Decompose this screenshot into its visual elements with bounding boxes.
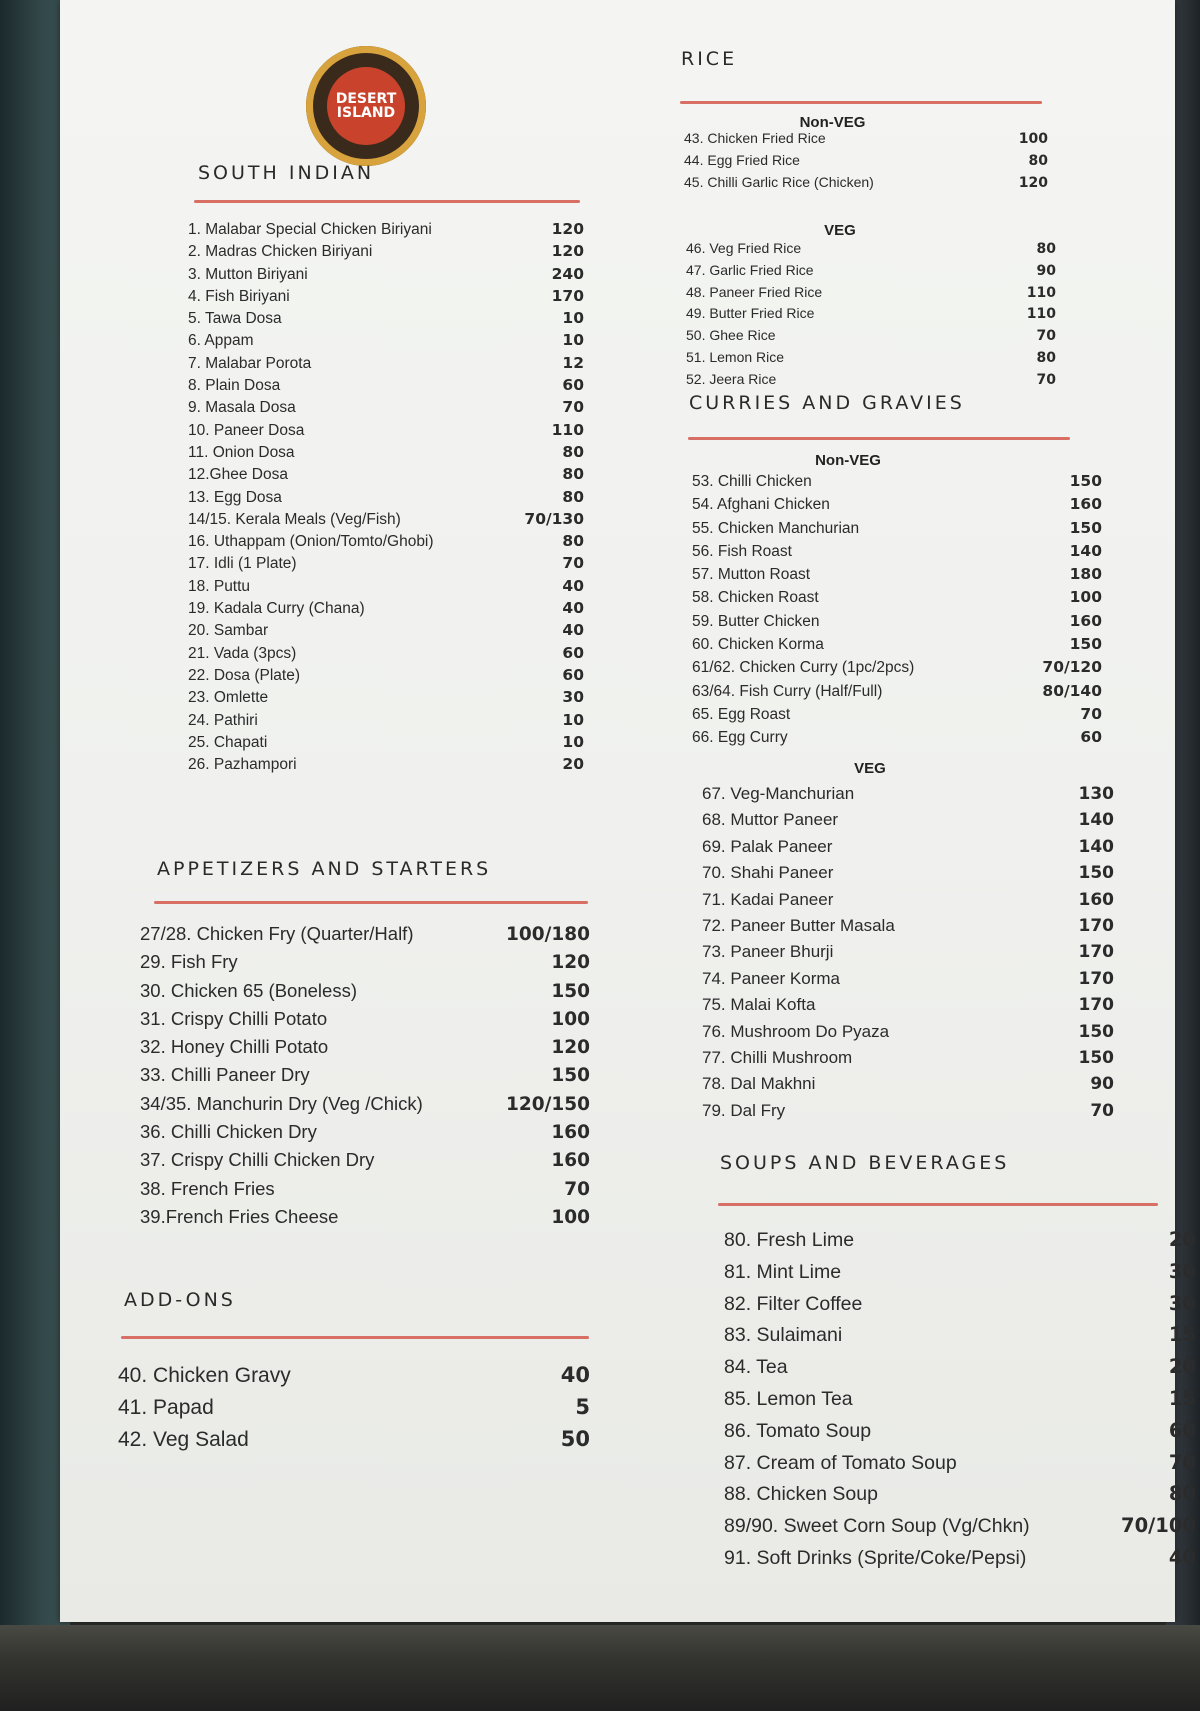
menu-item-name: 31. Crispy Chilli Potato	[140, 1007, 328, 1029]
menu-item-name: 1. Malabar Special Chicken Biriyani	[188, 221, 432, 238]
menu-item-name: 11. Onion Dosa	[188, 443, 295, 461]
menu-item	[188, 666, 584, 688]
menu-item-price: 110	[551, 420, 584, 439]
menu-item-name: 80. Fresh Lime	[724, 1229, 855, 1251]
menu-item-price: 100	[551, 1206, 590, 1228]
menu-item	[692, 519, 1102, 542]
menu-item-price: 150	[1078, 1021, 1114, 1042]
menu-item-price: 100	[551, 1008, 590, 1030]
menu-item	[702, 942, 1114, 968]
menu-item-price: 70	[562, 554, 584, 573]
menu-item-price: 110	[1026, 284, 1056, 301]
menu-item-price: 170	[1078, 942, 1114, 963]
menu-item-name: 16. Uthappam (Onion/Tomto/Ghobi)	[188, 533, 434, 551]
menu-item	[188, 554, 584, 576]
menu-item-name: 49. Butter Fried Rice	[686, 305, 815, 322]
curries-veg-label: VEG	[854, 760, 886, 777]
south-indian-list	[188, 220, 584, 777]
menu-item	[724, 1419, 1196, 1451]
menu-item	[140, 1036, 590, 1064]
menu-item	[188, 688, 584, 710]
menu-item-price: 30	[562, 688, 584, 707]
menu-item	[686, 349, 1056, 371]
menu-item	[188, 443, 584, 465]
menu-item-name: 9. Masala Dosa	[188, 399, 296, 417]
background-table-bottom	[0, 1625, 1200, 1711]
menu-item-price: 120	[1018, 175, 1048, 191]
rice-veg-list	[686, 240, 1056, 393]
menu-item-price: 110	[1026, 306, 1056, 323]
menu-item-name: 42. Veg Salad	[118, 1428, 249, 1451]
menu-item	[188, 265, 584, 287]
menu-item-price: 12	[562, 353, 584, 372]
menu-item-price: 80/140	[1042, 681, 1102, 700]
menu-item	[188, 621, 584, 643]
menu-item-price: 100/180	[506, 924, 590, 945]
curries-nonveg-label: Non-VEG	[815, 452, 881, 469]
menu-item	[692, 588, 1102, 611]
menu-item-price: 40	[562, 621, 584, 640]
rice-nonveg-label: Non-VEG	[799, 114, 866, 131]
menu-item-name: 73. Paneer Bhurji	[702, 942, 834, 962]
menu-item-price: 10	[562, 331, 584, 350]
menu-item-name: 51. Lemon Rice	[686, 348, 785, 365]
menu-item	[702, 916, 1114, 942]
menu-item-name: 65. Egg Roast	[692, 705, 791, 723]
menu-item	[692, 472, 1102, 495]
menu-item-name: 24. Pathiri	[188, 711, 258, 729]
menu-item	[188, 755, 584, 777]
menu-item	[692, 495, 1102, 518]
menu-item	[686, 284, 1056, 306]
menu-item-price: 160	[551, 1122, 590, 1144]
menu-item	[188, 309, 584, 331]
menu-item-price: 100	[1069, 588, 1102, 607]
menu-item-price: 60	[562, 665, 584, 684]
menu-item-name: 7. Malabar Porota	[188, 354, 312, 372]
menu-item-price: 40	[560, 1363, 590, 1387]
menu-item	[692, 728, 1102, 751]
menu-item	[724, 1514, 1196, 1546]
menu-item-price: 20	[562, 755, 584, 774]
menu-item	[188, 733, 584, 755]
menu-item	[702, 1074, 1114, 1100]
menu-item-name: 75. Malai Kofta	[702, 995, 816, 1015]
menu-item	[118, 1427, 590, 1459]
menu-item-name: 5. Tawa Dosa	[188, 310, 282, 328]
menu-item-name: 47. Garlic Fried Rice	[686, 261, 814, 278]
menu-item-name: 77. Chilli Mushroom	[702, 1047, 853, 1067]
menu-item-price: 70	[1036, 371, 1056, 388]
menu-item-name: 88. Chicken Soup	[724, 1483, 878, 1506]
menu-item	[686, 371, 1056, 393]
section-title-rice: RICE	[681, 48, 738, 70]
menu-item	[188, 532, 584, 554]
menu-item	[188, 354, 584, 376]
logo-badge	[327, 67, 405, 145]
menu-item	[140, 1121, 590, 1149]
menu-item-name: 74. Paneer Korma	[702, 968, 840, 988]
menu-item-price: 90	[1036, 262, 1056, 279]
menu-item-name: 54. Afghani Chicken	[692, 496, 830, 514]
section-title-curries: CURRIES AND GRAVIES	[689, 392, 965, 414]
menu-item	[140, 1093, 590, 1121]
menu-item	[686, 305, 1056, 327]
menu-item	[188, 577, 584, 599]
section-divider	[194, 200, 580, 203]
menu-item	[724, 1451, 1196, 1483]
menu-item-name: 53. Chilli Chicken	[692, 473, 812, 490]
menu-item-price: 100	[1018, 131, 1048, 147]
menu-item-name: 14/15. Kerala Meals (Veg/Fish)	[188, 510, 401, 528]
menu-item	[702, 863, 1114, 889]
menu-item-name: 79. Dal Fry	[702, 1100, 786, 1120]
section-title-add-ons: ADD-ONS	[124, 1289, 236, 1311]
menu-item	[188, 711, 584, 733]
menu-item-name: 23. Omlette	[188, 689, 269, 707]
menu-item-price: 70/100	[1121, 1514, 1196, 1538]
menu-item-name: 43. Chicken Fried Rice	[684, 130, 826, 146]
menu-item-price: 70	[562, 398, 584, 417]
menu-item	[140, 923, 590, 951]
restaurant-logo	[306, 46, 426, 166]
menu-item-price: 60	[562, 643, 584, 662]
menu-item-name: 86. Tomato Soup	[724, 1419, 872, 1442]
menu-item	[702, 1022, 1114, 1048]
menu-item	[692, 565, 1102, 588]
section-divider	[121, 1336, 589, 1339]
section-title-soups: SOUPS AND BEVERAGES	[720, 1152, 1010, 1174]
curries-veg-list	[702, 784, 1114, 1127]
menu-item-name: 29. Fish Fry	[140, 951, 238, 973]
menu-item-name: 10. Paneer Dosa	[188, 421, 305, 439]
menu-item-name: 82. Filter Coffee	[724, 1292, 863, 1315]
menu-item-name: 55. Chicken Manchurian	[692, 519, 860, 537]
menu-item-price: 60	[1168, 1418, 1196, 1442]
menu-item	[188, 398, 584, 420]
menu-item-name: 38. French Fries	[140, 1177, 275, 1199]
menu-item-price: 30	[1168, 1259, 1196, 1283]
appetizers-list	[140, 923, 590, 1234]
menu-item	[702, 890, 1114, 916]
menu-item-name: 44. Egg Fried Rice	[684, 152, 800, 168]
menu-item-name: 71. Kadai Paneer	[702, 889, 834, 909]
menu-item-name: 26. Pazhampori	[188, 756, 297, 774]
menu-item-name: 21. Vada (3pcs)	[188, 644, 297, 662]
menu-item-name: 67. Veg-Manchurian	[702, 784, 855, 803]
menu-item	[686, 240, 1056, 262]
menu-item-name: 70. Shahi Paneer	[702, 863, 834, 883]
menu-item-name: 17. Idli (1 Plate)	[188, 555, 297, 573]
menu-item-price: 120/150	[506, 1093, 590, 1115]
menu-item	[118, 1395, 590, 1427]
menu-item	[724, 1355, 1196, 1387]
menu-item-price: 150	[1069, 518, 1102, 537]
menu-item	[188, 287, 584, 309]
menu-item-price: 70	[1036, 328, 1056, 345]
menu-item-name: 6. Appam	[188, 332, 254, 350]
menu-item-price: 150	[551, 1065, 590, 1087]
menu-item-price: 80	[1168, 1482, 1196, 1506]
menu-item-name: 3. Mutton Biriyani	[188, 265, 308, 283]
menu-item	[692, 542, 1102, 565]
menu-item-price: 120	[551, 220, 584, 238]
menu-item-price: 70	[1168, 1450, 1196, 1474]
menu-item-price: 70/130	[524, 509, 584, 528]
menu-item-price: 50	[560, 1427, 590, 1451]
menu-item-price: 60	[1080, 728, 1102, 747]
menu-item-name: 85. Lemon Tea	[724, 1387, 853, 1410]
menu-item-price: 10	[562, 732, 584, 751]
menu-item	[684, 130, 1048, 152]
menu-item	[140, 1008, 590, 1036]
menu-item-price: 10	[562, 710, 584, 729]
menu-item-price: 150	[1078, 1047, 1114, 1068]
menu-item	[686, 262, 1056, 284]
menu-item-name: 89/90. Sweet Corn Soup (Vg/Chkn)	[724, 1515, 1030, 1538]
menu-item	[692, 682, 1102, 705]
menu-item-price: 130	[1078, 784, 1114, 804]
menu-item-price: 60	[562, 376, 584, 395]
menu-item-name: 45. Chilli Garlic Rice (Chicken)	[684, 174, 874, 190]
curries-nonveg-list	[692, 472, 1102, 752]
section-divider	[154, 901, 588, 904]
menu-item-name: 72. Paneer Butter Masala	[702, 915, 895, 935]
menu-item-price: 80	[1036, 349, 1056, 366]
menu-item-name: 56. Fish Roast	[692, 542, 792, 560]
menu-item	[702, 1048, 1114, 1074]
menu-item	[692, 658, 1102, 681]
menu-item-name: 13. Egg Dosa	[188, 488, 282, 506]
menu-item-price: 70	[1090, 1100, 1114, 1121]
menu-item-name: 59. Butter Chicken	[692, 612, 820, 630]
menu-item-name: 52. Jeera Rice	[686, 370, 777, 387]
menu-item-name: 57. Mutton Roast	[692, 566, 811, 584]
menu-item	[188, 242, 584, 264]
menu-item-name: 22. Dosa (Plate)	[188, 666, 300, 684]
menu-item-name: 33. Chilli Paneer Dry	[140, 1064, 310, 1086]
menu-item-price: 20	[1168, 1355, 1196, 1379]
menu-item-price: 80	[562, 532, 584, 551]
menu-item-price: 150	[1069, 472, 1102, 490]
menu-item	[684, 152, 1048, 174]
menu-item-price: 150	[551, 980, 590, 1002]
menu-item	[188, 376, 584, 398]
menu-item	[724, 1260, 1196, 1292]
menu-item-name: 27/28. Chicken Fry (Quarter/Half)	[140, 923, 414, 944]
section-title-south-indian: SOUTH INDIAN	[198, 162, 375, 184]
menu-item-name: 36. Chilli Chicken Dry	[140, 1121, 317, 1143]
menu-item-price: 5	[575, 1395, 590, 1419]
menu-item-price: 160	[1078, 889, 1114, 910]
menu-item	[140, 951, 590, 979]
menu-item-price: 40	[562, 576, 584, 595]
rice-veg-label: VEG	[824, 222, 856, 239]
menu-item-price: 170	[551, 286, 584, 305]
menu-item-price: 20	[1168, 1228, 1196, 1251]
menu-item	[702, 969, 1114, 995]
menu-item	[724, 1228, 1196, 1260]
menu-item-price: 170	[1078, 968, 1114, 989]
menu-item-price: 240	[551, 264, 584, 283]
menu-item-name: 30. Chicken 65 (Boneless)	[140, 979, 357, 1001]
menu-item-name: 20. Sambar	[188, 622, 269, 640]
section-divider	[680, 101, 1042, 104]
menu-item-price: 15	[1168, 1323, 1196, 1347]
menu-item-price: 15	[1168, 1386, 1196, 1410]
menu-item-name: 25. Chapati	[188, 733, 268, 751]
menu-item	[686, 327, 1056, 349]
menu-item-name: 83. Sulaimani	[724, 1324, 843, 1347]
menu-item-name: 8. Plain Dosa	[188, 377, 281, 395]
menu-item	[140, 980, 590, 1008]
menu-item	[188, 599, 584, 621]
menu-item	[702, 995, 1114, 1021]
section-title-appetizers: APPETIZERS AND STARTERS	[157, 858, 492, 880]
menu-item	[724, 1546, 1196, 1578]
menu-item	[188, 331, 584, 353]
menu-item	[702, 1101, 1114, 1127]
menu-item	[188, 465, 584, 487]
menu-item-price: 80	[1036, 241, 1056, 257]
menu-item-name: 18. Puttu	[188, 577, 251, 595]
menu-item	[702, 837, 1114, 863]
menu-item-name: 76. Mushroom Do Pyaza	[702, 1021, 890, 1041]
menu-item	[188, 644, 584, 666]
rice-nonveg-list	[684, 130, 1048, 196]
add-ons-list	[118, 1363, 590, 1459]
menu-item-name: 34/35. Manchurin Dry (Veg /Chick)	[140, 1092, 423, 1114]
menu-item	[692, 705, 1102, 728]
menu-item	[140, 1064, 590, 1092]
menu-item	[188, 421, 584, 443]
menu-item-name: 61/62. Chicken Curry (1pc/2pcs)	[692, 659, 915, 677]
menu-item-price: 160	[551, 1150, 590, 1172]
menu-item	[692, 635, 1102, 658]
menu-item-name: 2. Madras Chicken Biriyani	[188, 243, 373, 261]
section-divider	[718, 1203, 1158, 1206]
soups-beverages-list	[724, 1228, 1196, 1578]
menu-item	[702, 810, 1114, 836]
menu-item-name: 48. Paneer Fried Rice	[686, 283, 823, 300]
menu-item	[724, 1387, 1196, 1419]
menu-item-price: 80	[1028, 153, 1048, 169]
menu-item-price: 70	[1080, 704, 1102, 723]
menu-item-name: 41. Papad	[118, 1396, 214, 1419]
menu-item-price: 170	[1078, 995, 1114, 1016]
menu-item-price: 30	[1168, 1291, 1196, 1315]
menu-item	[684, 174, 1048, 196]
menu-item-price: 170	[1078, 915, 1114, 936]
menu-item-name: 91. Soft Drinks (Sprite/Coke/Pepsi)	[724, 1546, 1027, 1569]
menu-item-name: 40. Chicken Gravy	[118, 1364, 291, 1387]
menu-item-price: 70	[564, 1178, 590, 1200]
menu-item-price: 160	[1069, 495, 1102, 514]
menu-item-price: 140	[1078, 836, 1114, 857]
menu-item-name: 68. Muttor Paneer	[702, 810, 839, 830]
menu-item-price: 80	[562, 465, 584, 484]
menu-item-name: 63/64. Fish Curry (Half/Full)	[692, 682, 883, 700]
menu-item-price: 40	[1168, 1545, 1196, 1569]
menu-item-name: 19. Kadala Curry (Chana)	[188, 600, 365, 618]
section-divider	[688, 437, 1070, 440]
menu-item-name: 12.Ghee Dosa	[188, 466, 288, 484]
menu-item-price: 90	[1090, 1074, 1114, 1095]
menu-item-price: 80	[562, 487, 584, 506]
menu-item-name: 32. Honey Chilli Potato	[140, 1036, 329, 1058]
menu-item-name: 4. Fish Biriyani	[188, 287, 290, 305]
menu-item-name: 69. Palak Paneer	[702, 836, 833, 856]
menu-item	[140, 1149, 590, 1177]
menu-item	[188, 510, 584, 532]
menu-item-price: 10	[562, 309, 584, 328]
menu-item	[118, 1363, 590, 1395]
menu-item	[702, 784, 1114, 810]
menu-item-price: 150	[1078, 863, 1114, 884]
menu-item-name: 39.French Fries Cheese	[140, 1205, 339, 1227]
logo-text: DESERT ISLAND	[335, 91, 397, 121]
menu-item	[188, 488, 584, 510]
menu-item-price: 180	[1069, 565, 1102, 584]
menu-item-name: 66. Egg Curry	[692, 729, 788, 747]
menu-item-price: 40	[562, 599, 584, 618]
menu-item	[188, 220, 584, 242]
menu-item-name: 78. Dal Makhni	[702, 1074, 816, 1094]
menu-item	[724, 1292, 1196, 1324]
menu-item-name: 58. Chicken Roast	[692, 589, 819, 607]
menu-item-price: 70/120	[1042, 658, 1102, 677]
menu-item-price: 120	[551, 1037, 590, 1059]
menu-item-name: 37. Crispy Chilli Chicken Dry	[140, 1149, 375, 1171]
menu-item-name: 84. Tea	[724, 1356, 788, 1379]
menu-item-price: 80	[562, 442, 584, 461]
menu-item-price: 120	[551, 952, 590, 974]
menu-item-name: 46. Veg Fried Rice	[686, 240, 802, 256]
menu-item	[724, 1323, 1196, 1355]
menu-item-price: 140	[1069, 541, 1102, 560]
menu-item-name: 87. Cream of Tomato Soup	[724, 1451, 957, 1474]
menu-item-price: 120	[551, 242, 584, 261]
menu-item-name: 50. Ghee Rice	[686, 327, 776, 344]
menu-item-name: 81. Mint Lime	[724, 1260, 842, 1283]
menu-item-price: 150	[1069, 635, 1102, 654]
menu-item-price: 160	[1069, 611, 1102, 630]
menu-item-name: 60. Chicken Korma	[692, 636, 824, 654]
menu-item-price: 140	[1078, 810, 1114, 831]
menu-item	[692, 612, 1102, 635]
menu-item	[724, 1482, 1196, 1514]
menu-item	[140, 1206, 590, 1234]
menu-item	[140, 1178, 590, 1206]
